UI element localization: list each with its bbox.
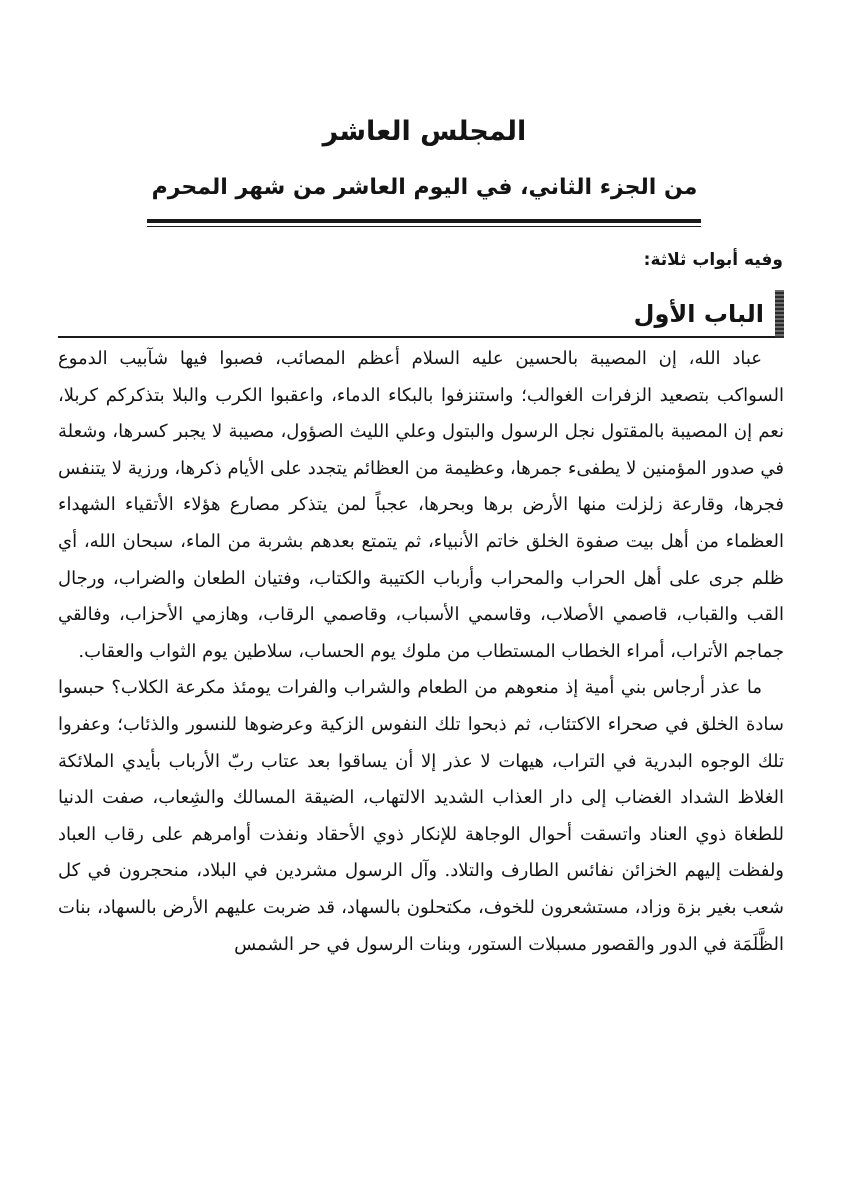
paragraph-1: عباد الله، إن المصيبة بالحسين عليه السلام أعظم المصائب، فصبوا فيها شآبيب الدموع السواكب بتصعيد الزفرات الغوالب؛ واستنزفوا بالبكاء الدماء، واعقبوا الكرب والبلا بتذكركم كربلا، نعم إن المصيبة بالمقتول نجل الرسول والبتول وعلي الليث الصؤول، مصيبة لا يجبر كسرها، وشعلة في صدور المؤمنين لا يطفىء جمرها، وعظيمة من العظائم يتجدد على الأيام ذكرها، ورزية لا يتنفس فجرها، وقارعة زلزلت منها الأرض برها وبحرها، عجباً لمن يتذكر مصارع هؤلاء الأتقياء الشهداء العظماء من أهل بيت صفوة الخلق خاتم الأنبياء، ثم يتمتع بعدهم بشربة من الماء، سبحان الله، أي ظلم جرى على أهل الحراب والمحراب وأرباب الكتيبة والكتاب، وفتيان الطعان والضراب، ورجال القب والقباب، قاصمي الأصلاب، وقاسمي الأسباب، وقاصمي الرقاب، وهازمي الأحزاب، وفالقي جماجم الأتراب، أمراء الخطاب المستطاب من ملوك يوم الحساب، سلاطين يوم الثواب والعقاب. bbox=[58, 348, 784, 662]
paragraph-2: ما عذر أرجاس بني أمية إذ منعوهم من الطعام والشراب والفرات يومئذ مكرعة الكلاب؟ حبسوا سادة الخلق في صحراء الاكتئاب، ثم ذبحوا تلك النفوس الزكية وعرضوها للنسور والذئاب؛ وعفروا تلك الوجوه البدرية في التراب، هيهات لا عذر إلا أن يساقوا بعد عتاب ربّ الأرباب بأيدي الملائكة الغلاظ الشداد الغضاب إلى دار العذاب الشديد الالتهاب، الضيقة المسالك والشِعاب، صفت الدنيا للطغاة ذوي العناد واتسقت أحوال الوجاهة للإنكار ذوي الأحقاد ونفذت أوامرهم على رقاب العباد ولفظت إليهم الخزائن نفائس الطارف والتلاد. وآل الرسول مشردين في البلاد، منحجرون في كل شعب بغير بزة وزاد، مستشعرون للخوف، مكتحلون بالسهاد، قد ضربت عليهم الأرض بالسهاد، بنات الظَّلَمَة في الدور والقصور مسبلات الستور، وبنات الرسول في حر الشمس bbox=[58, 677, 784, 955]
body-text bbox=[58, 341, 784, 963]
chapter-title: الباب الأول bbox=[633, 300, 764, 328]
chapter-marker-icon bbox=[775, 290, 784, 338]
chapter-underline bbox=[58, 336, 775, 338]
title-divider-thick bbox=[147, 219, 701, 223]
chapter-heading bbox=[58, 290, 784, 338]
title-divider-thin bbox=[147, 226, 701, 227]
page-subtitle: من الجزء الثاني، في اليوم العاشر من شهر المحرم bbox=[151, 175, 698, 200]
intro-line: وفيه أبواب ثلاثة: bbox=[643, 250, 783, 270]
page-title: المجلس العاشر bbox=[322, 116, 527, 147]
